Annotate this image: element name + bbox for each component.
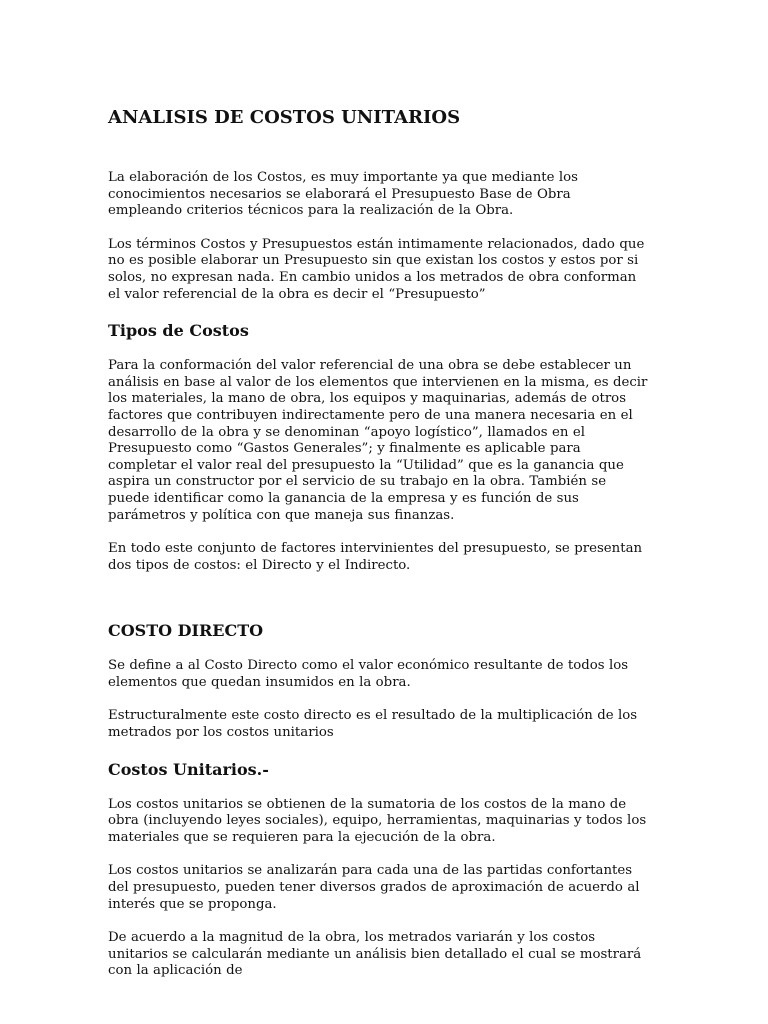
- costo-directo-paragraph-2: Estructuralmente este costo directo es el resultado de la multiplicación de los metrados por los costos unitarios: [108, 708, 638, 741]
- intro-section: [108, 170, 648, 303]
- costo-directo-section: [108, 620, 648, 741]
- costos-unitarios-section: [108, 759, 648, 980]
- tipos-paragraph-2: En todo este conjunto de factores intervinientes del presupuesto, se presentan dos tipos de costos: el Directo y el Indirecto.: [108, 541, 643, 573]
- costos-unitarios-paragraph-3: De acuerdo a la magnitud de la obra, los metrados variarán y los costos unitarios se calcularán mediante un análisis bien detallado el cual se mostrará con la aplicación de: [108, 930, 642, 979]
- tipos-paragraph-1: Para la conformación del valor referencial de una obra se debe establecer un análisis en base al valor de los elementos que intervienen en la misma, es decir los materiales, la mano de obra, los equipos y maquinarias, además de otros factores que contribuyen indirectamente pero de una manera necesaria en el desarrollo de la obra y se denominan “apoyo logístico”, llamados en el Presupuesto como “Gastos Generales”; y finalmente es aplicable para completar el valor real del presupuesto la “Utilidad” que es la ganancia que aspira un constructor por el servicio de su trabajo en la obra. También se puede identificar como la ganancia de la empresa y es función de sus parámetros y política con que maneja sus finanzas.: [108, 358, 648, 523]
- costos-unitarios-heading: Costos Unitarios.-: [108, 759, 269, 779]
- intro-paragraph-2: Los términos Costos y Presupuestos están intimamente relacionados, dado que no es posible elaborar un Presupuesto sin que existan los costos y estos por si solos, no expresan nada. En cambio unidos a los metrados de obra conforman el valor referencial de la obra es decir el “Presupuesto”: [108, 236, 645, 302]
- tipos-de-costos-heading: Tipos de Costos: [108, 321, 249, 341]
- costos-unitarios-paragraph-1: Los costos unitarios se obtienen de la sumatoria de los costos de la mano de obra (incluyendo leyes sociales), equipo, herramientas, maquinarias y todos los materiales que se requieren para la ejecución de la obra.: [108, 796, 647, 845]
- costo-directo-paragraph-1: Se define a al Costo Directo como el valor económico resultante de todos los elementos que quedan insumidos en la obra.: [108, 658, 629, 690]
- tipos-de-costos-section: [108, 320, 648, 574]
- costo-directo-heading: COSTO DIRECTO: [108, 621, 264, 641]
- document-title: ANALISIS DE COSTOS UNITARIOS: [108, 107, 461, 128]
- costos-unitarios-paragraph-2: Los costos unitarios se analizarán para cada una de las partidas confortantes del presupuesto, pueden tener diversos grados de aproximación de acuerdo al interés que se proponga.: [108, 863, 640, 912]
- intro-paragraph-1: La elaboración de los Costos, es muy importante ya que mediante los conocimientos necesarios se elaborará el Presupuesto Base de Obra empleando criterios técnicos para la realización de la Obra.: [108, 170, 579, 219]
